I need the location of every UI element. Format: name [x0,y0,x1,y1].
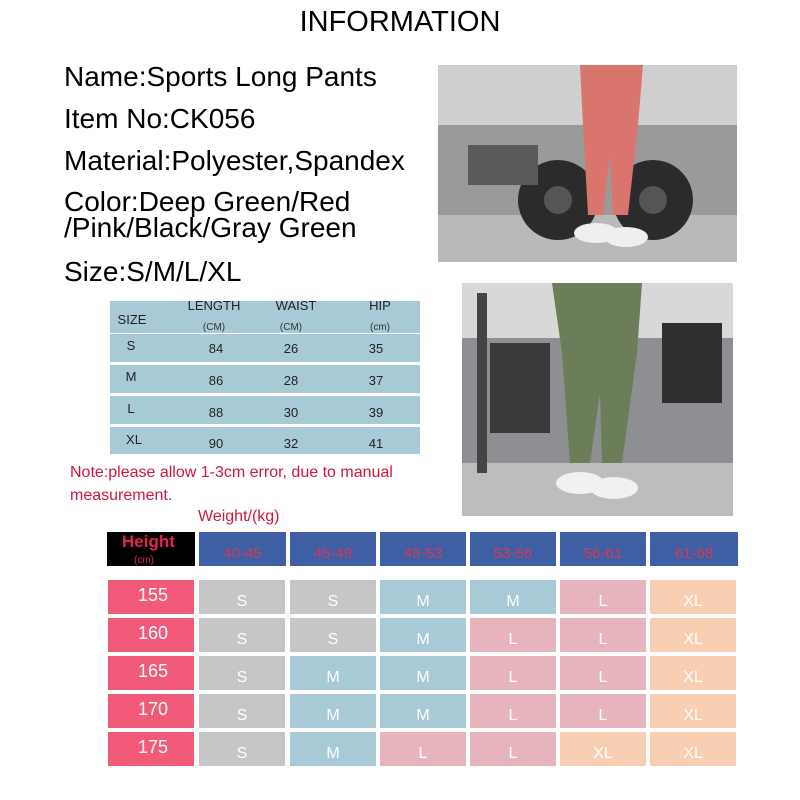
length-cell: 88 [208,405,224,420]
weight-header: 56-61 [560,532,646,566]
size-table-header-size: SIZE [117,312,147,327]
size-chart-cell: L [380,732,466,766]
waist-cell: 26 [283,341,299,356]
color-line-1: Color:Deep Green/Red [64,186,351,217]
size-chart-cell: S [199,732,285,766]
size-cell: XL [126,432,142,447]
hip-cell: 35 [368,341,384,356]
weight-header: 45-49 [290,532,376,566]
size-chart-cell: L [560,580,646,614]
hip-cell: 37 [368,373,384,388]
length-cell: 90 [208,436,224,451]
weight-header: 61-68 [650,532,738,566]
weight-header: 40-45 [199,532,286,566]
material: Material:Polyester,Spandex [64,145,405,176]
height-header-label: Height [122,532,175,551]
height-cell: 160 [108,618,194,652]
item-number: Item No:CK056 [64,103,256,134]
weight-header: 53-56 [470,532,556,566]
size-chart-cell: XL [650,732,736,766]
size-chart-cell: M [380,656,466,690]
size-chart-cell: XL [650,694,736,728]
size-table-header-length: LENGTH [187,298,241,313]
size-chart-cell: S [290,580,376,614]
page-title: INFORMATION [299,6,501,38]
size-cell: M [125,369,137,384]
height-cell: 170 [108,694,194,728]
size-chart-cell: L [470,656,556,690]
size-table-unit-length: (CM) [202,322,226,333]
product-photo-pink [438,65,737,262]
size-chart-cell: S [199,656,285,690]
size-chart-cell: L [560,656,646,690]
size-cell: L [127,401,135,416]
waist-cell: 30 [283,405,299,420]
size-chart-cell: M [290,694,376,728]
height-cell: 175 [108,732,194,766]
height-header [107,532,195,566]
size-chart-cell: L [560,694,646,728]
size-chart-cell: L [560,618,646,652]
height-header-unit: (cm) [134,555,154,566]
measurement-note: Note:please allow 1-3cm error, due to manual measurement. [70,464,393,504]
length-cell: 86 [208,373,224,388]
size-cell: S [126,338,136,353]
weight-header: 49-53 [380,532,466,566]
length-cell: 84 [208,341,224,356]
size-table-header-hip: HIP [369,298,391,313]
waist-cell: 32 [283,436,299,451]
size-table-header-waist: WAIST [275,298,317,313]
size-chart-cell: M [290,732,376,766]
size-chart-cell: S [290,618,376,652]
size-chart-cell: S [199,694,285,728]
product-name: Name:Sports Long Pants [64,61,377,92]
size-chart-cell: S [199,618,285,652]
size-chart-cell: M [470,580,556,614]
size-chart-cell: L [470,618,556,652]
size-table-unit-waist: (CM) [279,322,303,333]
size-chart-cell: M [380,694,466,728]
size-chart-cell: M [380,618,466,652]
color-line-2: /Pink/Black/Gray Green [64,212,357,243]
size-table-unit-hip: (cm) [370,322,390,333]
hip-cell: 41 [368,436,384,451]
size-chart-cell: XL [650,580,736,614]
height-cell: 165 [108,656,194,690]
waist-cell: 28 [283,373,299,388]
weight-axis-label: Weight/(kg) [198,508,280,525]
product-photo-green [462,283,733,516]
size-chart-cell: S [199,580,285,614]
size-table [110,298,420,454]
size-chart-cell: XL [560,732,646,766]
size-chart-cell: L [470,694,556,728]
size-chart-cell: M [380,580,466,614]
hip-cell: 39 [368,405,384,420]
size-chart-cell: L [470,732,556,766]
size-list: Size:S/M/L/XL [64,256,242,287]
size-chart-cell: M [290,656,376,690]
size-chart-cell: XL [650,618,736,652]
size-chart-cell: XL [650,656,736,690]
height-cell: 155 [108,580,194,614]
